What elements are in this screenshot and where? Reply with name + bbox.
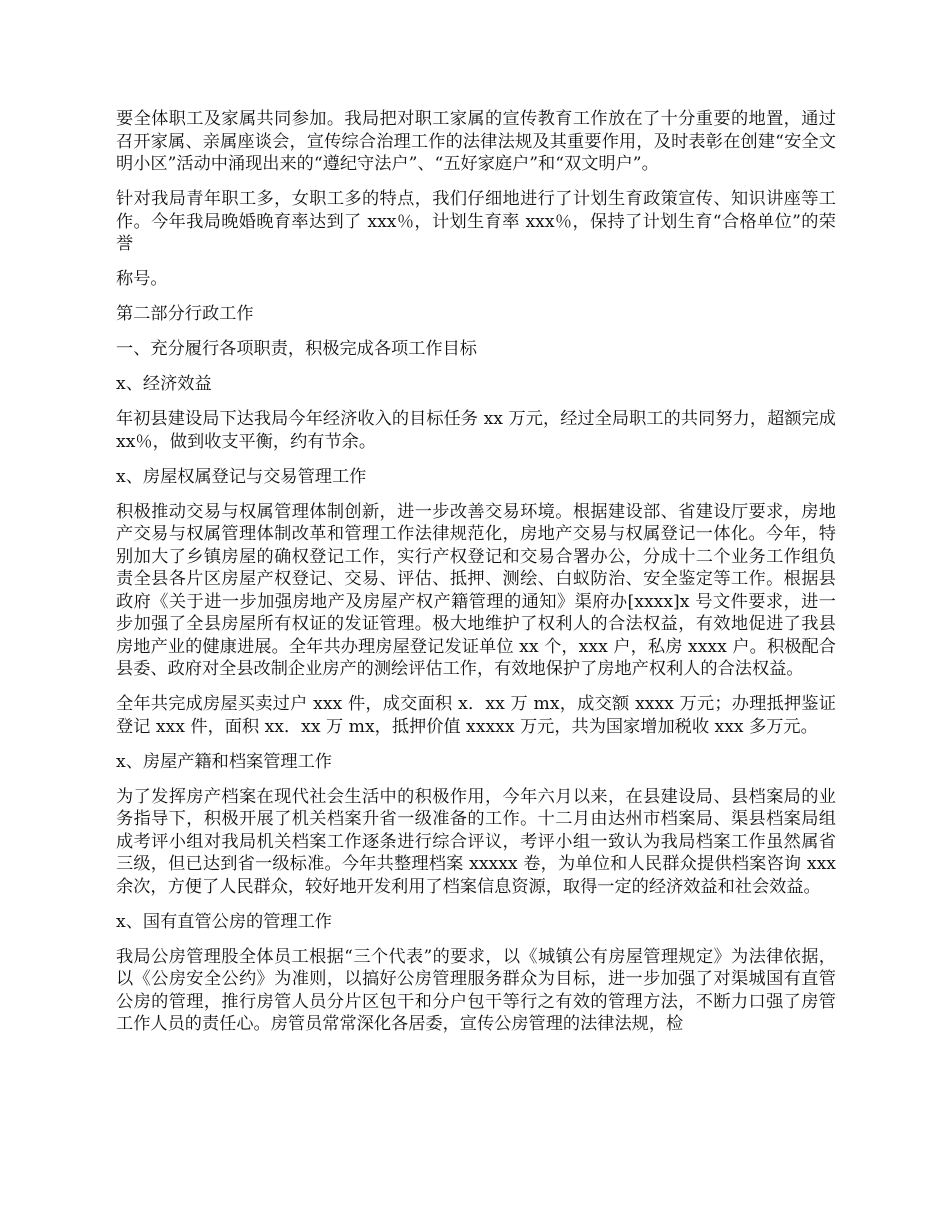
paragraph-public-housing: 我局公房管理股全体员工根据“三个代表”的要求，以《城镇公有房屋管理规定》为法律依据，以《公房安全公约》为准则，以搞好公房管理服务群众为目标，进一步加强了对渠城国有直管公房的管理，推行房管人员分片区包干和分户包干等行之有效的管理方法，不断力口强了房管工作人员的责任心。房管员常常深化各居委，宣传公房管理的法律法规，检 bbox=[116, 946, 836, 1034]
paragraph-family-planning: 针对我局青年职工多，女职工多的特点，我们仔细地进行了计划生育政策宣传、知识讲座等工作。今年我局晚婚晚育率达到了 xxx％，计划生育率 xxx％，保持了计划生育“合格单位”的荣誉 bbox=[116, 189, 836, 254]
paragraph-transaction-stats: 全年共完成房屋买卖过户 xxx 件，成交面积 x．xx 万 mx，成交额 xxxx 万元；办理抵押鉴证登记 xxx 件，面积 xx．xx 万 mx，抵押价值 xxxxx 万元，共为国家增加税收 xxx 多万元。 bbox=[116, 694, 836, 737]
paragraph-archives: 为了发挥房产档案在现代社会生活中的积极作用，今年六月以来，在县建设局、县档案局的业务指导下，积极开展了机关档案升省一级准备的工作。十二月由达州市档案局、渠县档案局组成考评小组对我局机关档案工作逐条进行综合评议，考评小组一致认为我局档案工作虽然属省三级，但已达到省一级标准。今年共整理档案 xxxxx 卷，为单位和人民群众提供档案咨询 xxx 余次，方便了人民群众，较好地开发利用了档案信息资源，取得一定的经济效益和社会效益。 bbox=[116, 786, 836, 897]
item-heading-public-housing: x、国有直管公房的管理工作 bbox=[116, 911, 332, 932]
subsection-heading-goals: 一、充分履行各项职责，积极完成各项工作目标 bbox=[116, 339, 477, 359]
paragraph-property-registration: 积极推动交易与权属管理体制创新，进一步改善交易环境。根据建设部、省建设厅要求，房地产交易与权属管理体制改革和管理工作法律规范化，房地产交易与权属登记一体化。今年，特别加大了乡镇房屋的确权登记工作，实行产权登记和交易合署办公，分成十二个业务工作组负责全县各片区房屋产权登记、交易、评估、抵押、测绘、白蚁防治、安全鉴定等工作。根据县政府《关于进一步加强房地产及房屋产权产籍管理的通知》渠府办[xxxx]x 号文件要求，进一步加强了全县房屋所有权证的发证管理。极大地维护了权利人的合法权益，有效地促进了我县房地产业的健康进展。全年共办理房屋登记发证单位 xx 个，xxx 户，私房 xxxx 户。积极配合县委、政府对全县改制企业房产的测绘评估工作，有效地保护了房地产权利人的合法权益。 bbox=[116, 501, 836, 679]
paragraph-family-education: 要全体职工及家属共同参加。我局把对职工家属的宣传教育工作放在了十分重要的地置，通过召开家属、亲属座谈会，宣传综合治理工作的法律法规及其重要作用，及时表彰在创建“安全文明小区”活动中涌现出来的“遵纪守法户”、“五好家庭户”和“双文明户”。 bbox=[116, 109, 836, 174]
section-heading-administration: 第二部分行政工作 bbox=[116, 304, 254, 324]
paragraph-honor-title: 称号。 bbox=[116, 269, 168, 289]
paragraph-economic-benefit: 年初县建设局下达我局今年经济收入的目标任务 xx 万元，经过全局职工的共同努力，超额完成 xx％，做到收支平衡，约有节余。 bbox=[116, 409, 836, 452]
item-heading-archives: x、房屋产籍和档案管理工作 bbox=[116, 751, 332, 772]
item-heading-economic-benefit: x、经济效益 bbox=[116, 374, 212, 394]
document-page bbox=[116, 108, 836, 1048]
item-heading-property-registration: x、房屋权属登记与交易管理工作 bbox=[116, 466, 367, 487]
